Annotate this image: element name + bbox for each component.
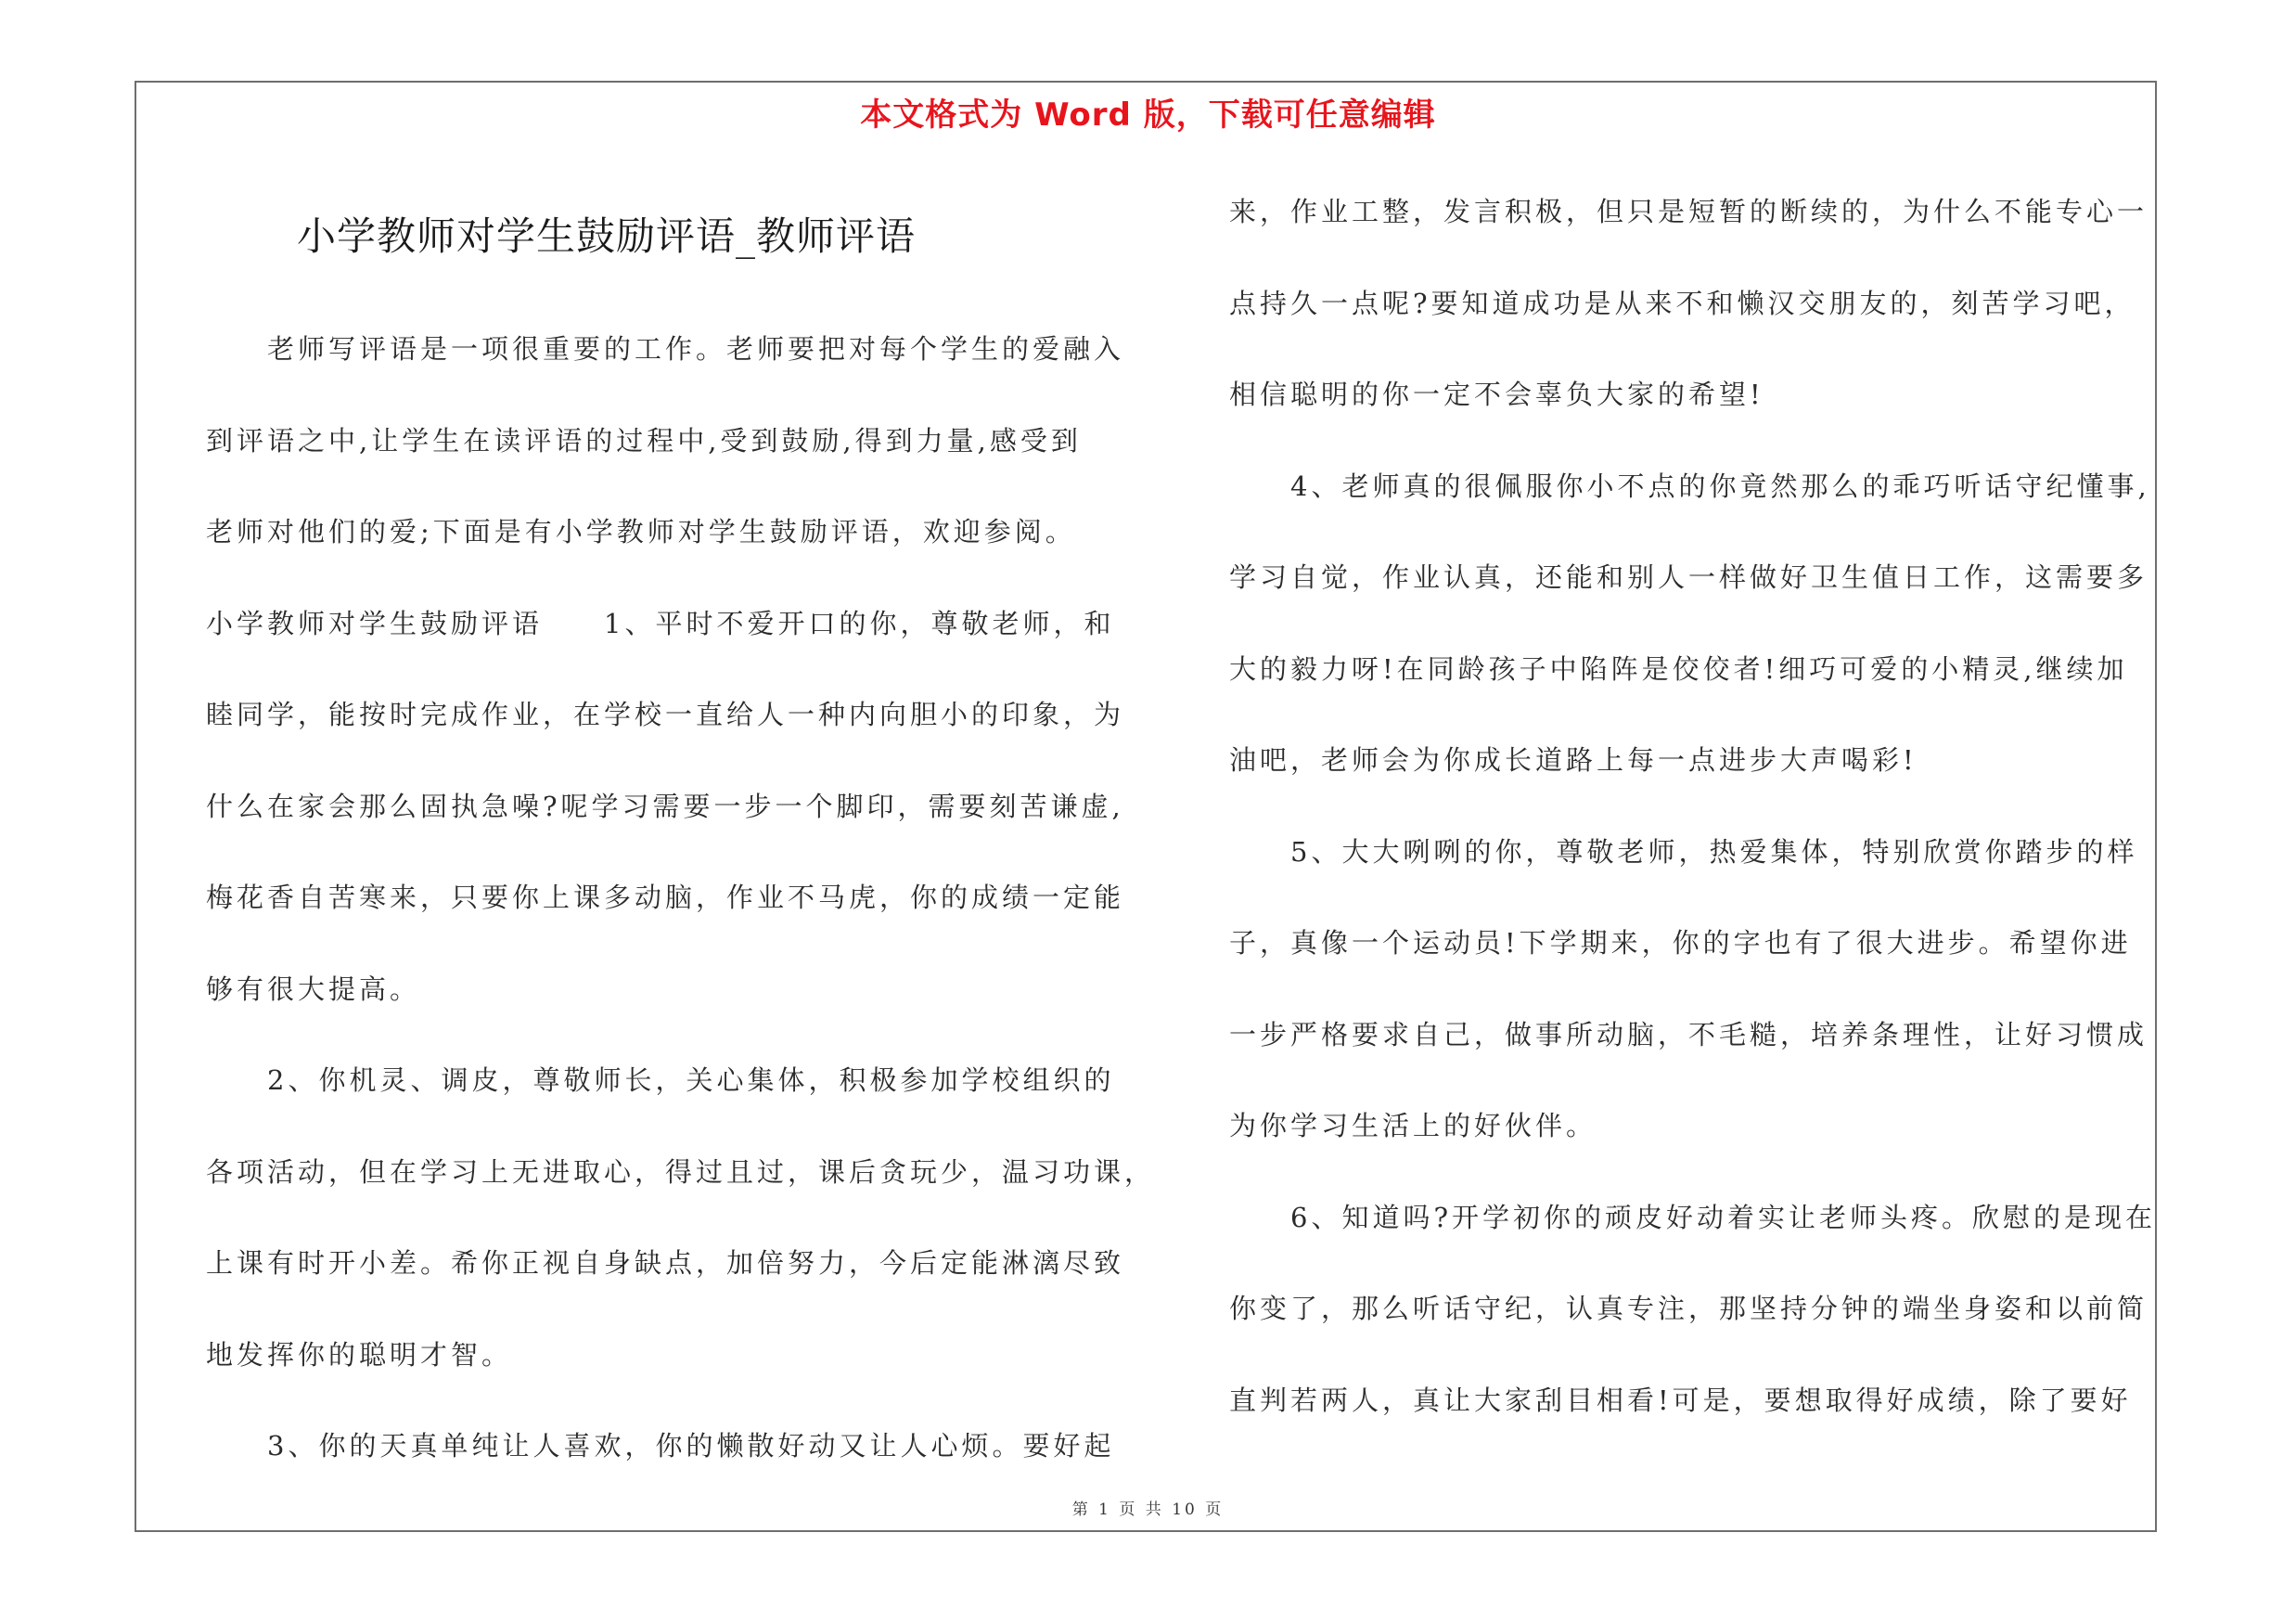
text-line: 老师写评语是一项很重要的工作。老师要把对每个学生的爱融入 [206, 333, 1125, 365]
text-line: 直判若两人，真让大家刮目相看!可是，要想取得好成绩，除了要好 [1229, 1384, 2132, 1416]
text-line: 5、大大咧咧的你，尊敬老师，热爱集体，特别欣赏你踏步的样 [1229, 835, 2138, 868]
text-line: 子，真像一个运动员!下学期来，你的字也有了很大进步。希望你进 [1229, 927, 2132, 959]
text-line: 梅花香自苦寒来，只要你上课多动脑，作业不马虎，你的成绩一定能 [206, 882, 1125, 913]
text-line: 到评语之中,让学生在读评语的过程中,受到鼓励,得到力量,感受到 [206, 424, 1082, 457]
text-line: 为你学习生活上的好伙伴。 [1229, 1110, 1597, 1141]
text-line: 3、你的天真单纯让人喜欢，你的懒散好动又让人心烦。要好起 [206, 1430, 1115, 1462]
text-line: 油吧，老师会为你成长道路上每一点进步大声喝彩! [1229, 744, 1918, 776]
text-line: 来，作业工整，发言积极，但只是短暂的断续的，为什么不能专心一 [1229, 196, 2148, 227]
text-line: 4、老师真的很佩服你小不点的你竟然那么的乖巧听话守纪懂事, [1229, 470, 2150, 502]
text-line: 点持久一点呢?要知道成功是从来不和懒汉交朋友的，刻苦学习吧， [1229, 287, 2136, 319]
text-line: 一步严格要求自己，做事所动脑，不毛糙，培养条理性，让好习惯成 [1229, 1018, 2148, 1050]
page-footer: 第 1 页 共 10 页 [1071, 1501, 1225, 1519]
edit-notice-banner: 本文格式为 Word 版，下载可任意编辑 [860, 97, 1436, 134]
text-line: 什么在家会那么固执急噪?呢学习需要一步一个脚印，需要刻苦谦虚, [206, 790, 1124, 822]
text-line: 够有很大提高。 [206, 973, 421, 1005]
text-line: 6、知道吗?开学初你的顽皮好动着实让老师头疼。欣慰的是现在 [1229, 1201, 2156, 1233]
text-line: 学习自觉，作业认真，还能和别人一样做好卫生值日工作，这需要多 [1229, 561, 2148, 593]
text-line: 各项活动，但在学习上无进取心，得过且过，课后贪玩少，温习功课， [206, 1155, 1156, 1188]
text-line: 相信聪明的你一定不会辜负大家的希望! [1229, 379, 1764, 410]
text-line: 2、你机灵、调皮，尊敬师长，关心集体，积极参加学校组织的 [206, 1064, 1115, 1096]
text-line: 小学教师对学生鼓励评语 1、平时不爱开口的你，尊敬老师，和 [206, 607, 1115, 639]
document-title: 小学教师对学生鼓励评语_教师评语 [297, 213, 917, 259]
text-line: 地发挥你的聪明才智。 [206, 1338, 513, 1371]
text-line: 睦同学，能按时完成作业，在学校一直给人一种内向胆小的印象，为 [206, 699, 1125, 730]
text-line: 大的毅力呀!在同龄孩子中陷阵是佼佼者!细巧可爱的小精灵,继续加 [1229, 652, 2128, 685]
text-line: 老师对他们的爱;下面是有小学教师对学生鼓励评语，欢迎参阅。 [206, 516, 1076, 547]
text-line: 你变了，那么听话守纪，认真专注，那坚持分钟的端坐身姿和以前简 [1229, 1293, 2148, 1324]
text-line: 上课有时开小差。希你正视自身缺点，加倍努力，今后定能淋漓尽致 [206, 1247, 1125, 1279]
